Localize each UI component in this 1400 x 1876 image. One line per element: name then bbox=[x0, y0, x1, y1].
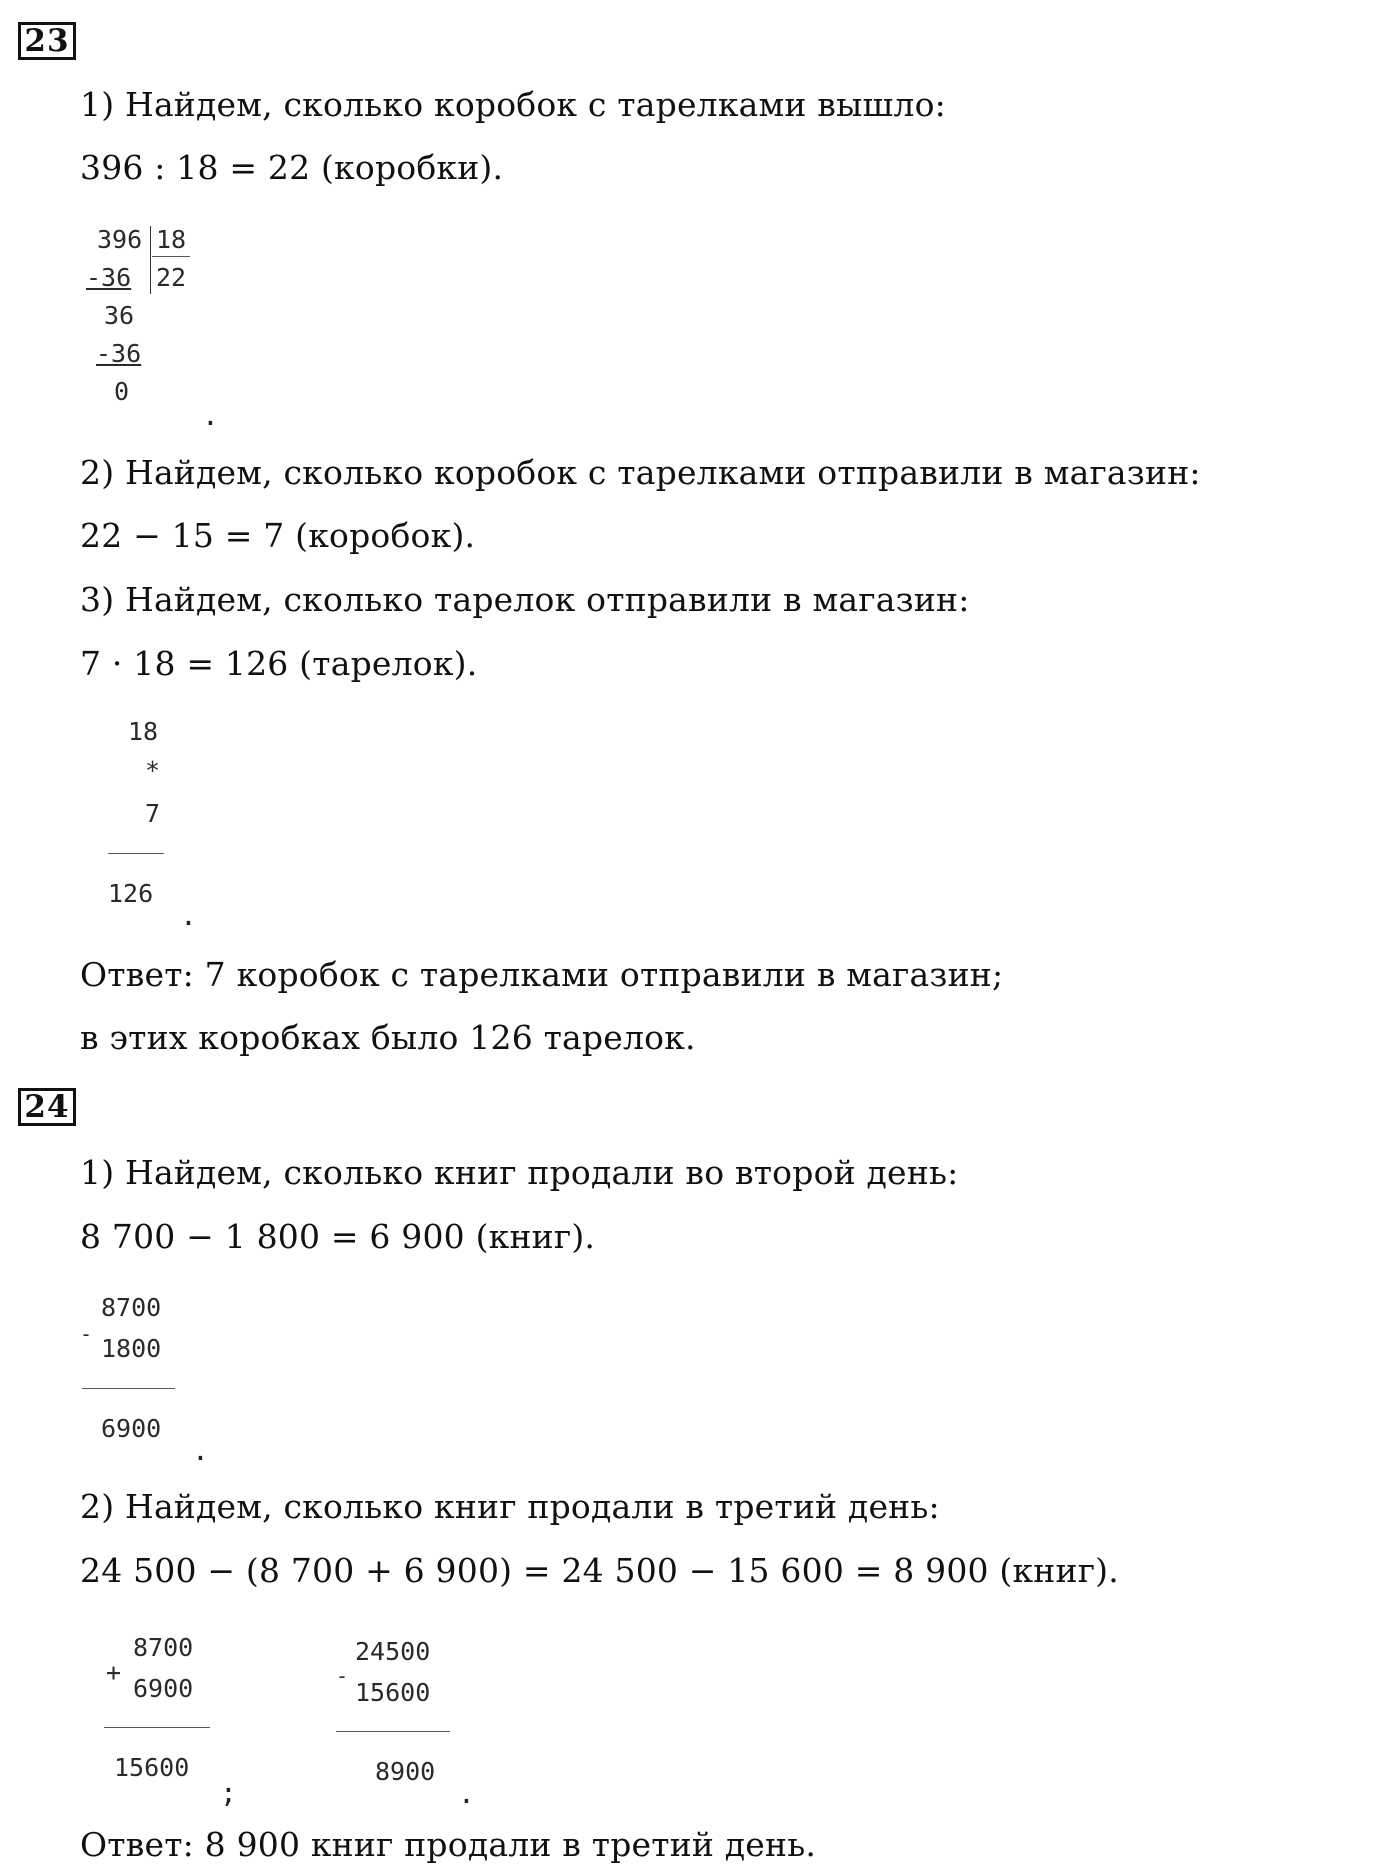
task-number-23: 23 bbox=[18, 22, 76, 60]
subtraction1-result: 6900 bbox=[101, 1414, 162, 1443]
subtraction1-bottom: 1800 bbox=[101, 1334, 162, 1363]
addition-operator: + bbox=[106, 1658, 122, 1687]
division-result: 0 bbox=[114, 377, 130, 406]
subtraction2-operator: - bbox=[336, 1664, 349, 1688]
task23-answer-line1: Ответ: 7 коробок с тарелками отправили в магазин; bbox=[80, 955, 1004, 994]
division-remainder-1: 36 bbox=[104, 301, 135, 330]
multiplication-result: 126 bbox=[108, 879, 154, 908]
addition-bottom: 6900 bbox=[133, 1674, 194, 1703]
subtraction2-bottom: 15600 bbox=[355, 1678, 431, 1707]
task23-answer-line2: в этих коробках было 126 тарелок. bbox=[80, 1018, 696, 1057]
task23-step1-text: 1) Найдем, сколько коробок с тарелками вышло: bbox=[80, 85, 946, 124]
task24-step1-text: 1) Найдем, сколько книг продали во второй день: bbox=[80, 1153, 959, 1192]
subtraction1-top: 8700 bbox=[101, 1293, 162, 1322]
division-vertical-line bbox=[150, 226, 151, 294]
multiplication-bottom: 7 bbox=[145, 799, 161, 828]
subtraction1-operator: - bbox=[80, 1322, 93, 1346]
task24-answer: Ответ: 8 900 книг продали в третий день. bbox=[80, 1825, 817, 1864]
addition-line bbox=[104, 1727, 210, 1728]
division-end-dot: . bbox=[202, 399, 219, 432]
task-number-24: 24 bbox=[18, 1088, 76, 1126]
subtraction2-top: 24500 bbox=[355, 1637, 431, 1666]
task24-equation1: 8 700 − 1 800 = 6 900 (книг). bbox=[80, 1217, 596, 1256]
division-divisor: 18 bbox=[156, 225, 187, 254]
multiplication-line bbox=[108, 853, 164, 854]
division-quotient: 22 bbox=[156, 263, 187, 292]
task23-equation3: 7 · 18 = 126 (тарелок). bbox=[80, 644, 478, 683]
task23-step3-text: 3) Найдем, сколько тарелок отправили в магазин: bbox=[80, 580, 970, 619]
addition-end-semicolon: ; bbox=[220, 1776, 237, 1809]
multiplication-operator: * bbox=[145, 756, 161, 785]
multiplication-top: 18 bbox=[128, 717, 159, 746]
subtraction2-line bbox=[336, 1731, 450, 1732]
task23-equation1: 396 : 18 = 22 (коробки). bbox=[80, 148, 504, 187]
subtraction1-line bbox=[82, 1388, 175, 1389]
multiplication-end-dot: . bbox=[180, 899, 197, 932]
task23-step2-text: 2) Найдем, сколько коробок с тарелками отправили в магазин: bbox=[80, 453, 1201, 492]
division-dividend: 396 bbox=[97, 225, 143, 254]
task24-equation2: 24 500 − (8 700 + 6 900) = 24 500 − 15 600 = 8 900 (книг). bbox=[80, 1551, 1119, 1590]
subtraction2-end-dot: . bbox=[458, 1777, 475, 1810]
task24-step2-text: 2) Найдем, сколько книг продали в третий день: bbox=[80, 1487, 940, 1526]
division-subtrahend-1: -36 bbox=[86, 263, 132, 292]
subtraction2-result: 8900 bbox=[375, 1757, 436, 1786]
task23-equation2: 22 − 15 = 7 (коробок). bbox=[80, 516, 476, 555]
division-subtrahend-2: -36 bbox=[96, 339, 142, 368]
addition-top: 8700 bbox=[133, 1633, 194, 1662]
division-divisor-line bbox=[152, 256, 190, 257]
addition-result: 15600 bbox=[114, 1753, 190, 1782]
subtraction1-end-dot: . bbox=[192, 1434, 209, 1467]
